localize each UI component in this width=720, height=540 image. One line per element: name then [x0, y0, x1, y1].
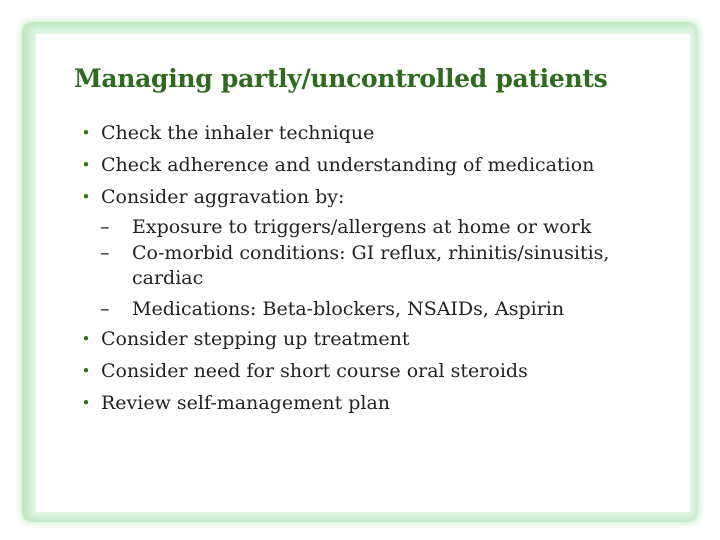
bullet-text: Consider stepping up treatment: [101, 328, 410, 350]
bullet-text: Consider aggravation by:: [101, 186, 345, 208]
sub-bullet-item: [76, 213, 676, 241]
bullet-item: [76, 149, 676, 181]
bullet-item: [76, 387, 676, 419]
bullet-icon: •: [81, 362, 91, 380]
bullet-icon: •: [81, 156, 91, 174]
sub-bullet-list: [76, 213, 676, 323]
bullet-item: [76, 117, 676, 149]
bullet-icon: •: [81, 394, 91, 412]
dash-icon: –: [100, 298, 110, 320]
sub-bullet-item: [76, 295, 676, 323]
bullet-list: [76, 117, 676, 419]
bullet-icon: •: [81, 330, 91, 348]
sub-bullet-text: Medications: Beta-blockers, NSAIDs, Aspirin: [132, 298, 565, 320]
slide-title: Managing partly/uncontrolled patients: [74, 64, 608, 93]
bullet-item: [76, 181, 676, 213]
sub-bullet-text: Co-morbid conditions: GI reflux, rhinitis/sinusitis, cardiac: [132, 242, 610, 289]
sub-bullet-item: [76, 241, 632, 295]
bullet-text: Review self-management plan: [101, 392, 391, 414]
dash-icon: –: [100, 242, 110, 264]
bullet-item: [76, 355, 676, 387]
bullet-icon: •: [81, 124, 91, 142]
bullet-text: Check adherence and understanding of medication: [101, 154, 595, 176]
sub-bullet-group: [76, 213, 676, 323]
dash-icon: –: [100, 216, 110, 238]
bullet-text: Check the inhaler technique: [101, 122, 375, 144]
bullet-icon: •: [81, 188, 91, 206]
bullet-text: Consider need for short course oral steroids: [101, 360, 528, 382]
bullet-item: [76, 323, 676, 355]
sub-bullet-text: Exposure to triggers/allergens at home or work: [132, 216, 592, 238]
